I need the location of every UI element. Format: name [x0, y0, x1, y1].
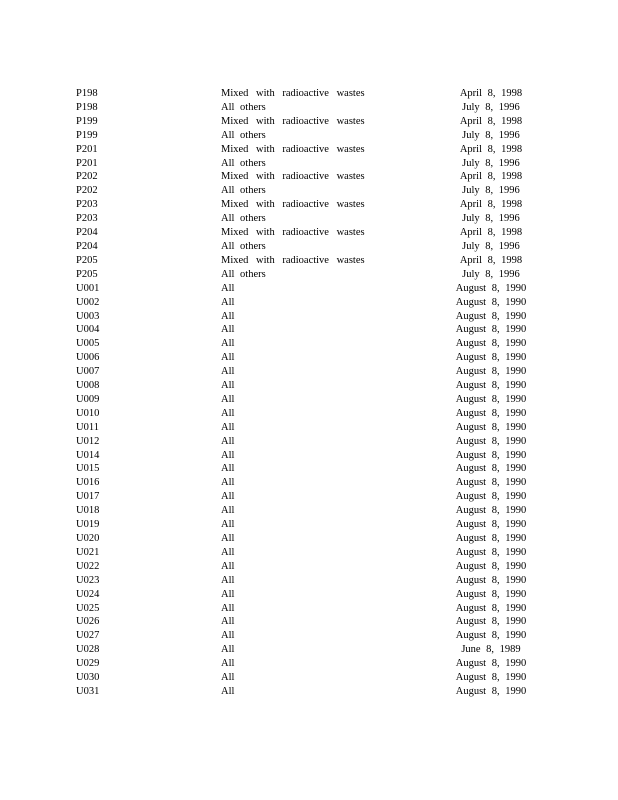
effective-date-cell: July 8, 1996 — [462, 240, 520, 252]
effective-date-cell: April 8, 1998 — [459, 143, 523, 155]
waste-code-cell: U019 — [76, 519, 100, 531]
effective-date-cell: April 8, 1998 — [459, 171, 523, 183]
description-cell: All — [221, 352, 235, 364]
waste-code-cell: U027 — [76, 630, 100, 642]
effective-date-cell: July 8, 1996 — [462, 129, 520, 141]
table-row — [76, 212, 536, 226]
table-row — [76, 296, 536, 310]
table-row — [76, 490, 536, 504]
waste-code-cell: U031 — [76, 685, 100, 697]
description-cell: All — [221, 324, 235, 336]
description-cell: All — [221, 588, 235, 600]
table-row — [76, 574, 536, 588]
effective-date-cell: August 8, 1990 — [455, 560, 527, 572]
description-cell: All others — [221, 101, 266, 113]
effective-date-cell: August 8, 1990 — [455, 435, 527, 447]
table-row — [76, 337, 536, 351]
waste-code-cell: P202 — [76, 185, 98, 197]
waste-code-cell: P205 — [76, 254, 98, 266]
description-cell: All — [221, 533, 235, 544]
effective-date-cell: August 8, 1990 — [455, 477, 527, 489]
waste-code-cell: P203 — [76, 199, 98, 211]
waste-code-cell: P201 — [76, 157, 98, 169]
waste-code-cell: U016 — [76, 477, 100, 489]
description-cell: All — [221, 310, 235, 322]
description-cell: All — [221, 449, 235, 461]
effective-date-cell: August 8, 1990 — [455, 533, 527, 544]
effective-date-cell: August 8, 1990 — [455, 324, 527, 336]
description-cell: All — [221, 672, 235, 684]
table-row — [76, 157, 536, 171]
table-row — [76, 282, 536, 296]
waste-code-cell: U017 — [76, 491, 100, 503]
waste-code-cell: U024 — [76, 588, 100, 600]
description-cell: All others — [221, 268, 266, 280]
table-row — [76, 198, 536, 212]
table-row — [76, 184, 536, 198]
table-row — [76, 615, 536, 629]
description-cell: Mixed with radioactive wastes — [221, 115, 365, 127]
table-row — [76, 532, 536, 546]
table-row — [76, 643, 536, 657]
description-cell: All — [221, 380, 235, 392]
description-cell: All others — [221, 129, 266, 141]
table-row — [76, 560, 536, 574]
waste-code-cell: U028 — [76, 644, 100, 656]
table-row — [76, 685, 536, 699]
table-row — [76, 115, 536, 129]
description-cell: Mixed with radioactive wastes — [221, 199, 365, 211]
waste-code-cell: U021 — [76, 546, 100, 558]
effective-date-cell: April 8, 1998 — [459, 115, 523, 127]
table-row — [76, 407, 536, 421]
effective-date-cell: August 8, 1990 — [455, 574, 527, 586]
waste-code-cell: P201 — [76, 143, 98, 155]
description-cell: All — [221, 463, 235, 475]
description-cell: All — [221, 630, 235, 642]
table-row — [76, 323, 536, 337]
effective-date-cell: April 8, 1998 — [459, 88, 523, 99]
description-cell: All — [221, 491, 235, 503]
waste-code-cell: U015 — [76, 463, 100, 475]
waste-code-cell: U010 — [76, 407, 100, 419]
description-cell: All — [221, 296, 235, 308]
waste-code-cell: U001 — [76, 282, 100, 294]
effective-date-cell: July 8, 1996 — [462, 185, 520, 197]
description-cell: Mixed with radioactive wastes — [221, 254, 365, 266]
waste-code-cell: U002 — [76, 296, 100, 308]
description-cell: All — [221, 366, 235, 378]
description-cell: All — [221, 505, 235, 517]
waste-code-cell: P205 — [76, 268, 98, 280]
effective-date-cell: August 8, 1990 — [455, 546, 527, 558]
effective-date-cell: August 8, 1990 — [455, 282, 527, 294]
table-row — [76, 393, 536, 407]
effective-date-cell: August 8, 1990 — [455, 616, 527, 628]
effective-date-cell: August 8, 1990 — [455, 310, 527, 322]
waste-code-cell: U012 — [76, 435, 100, 447]
effective-date-cell: June 8, 1989 — [461, 644, 521, 656]
waste-code-cell: P203 — [76, 213, 98, 225]
description-cell: All — [221, 574, 235, 586]
table-row — [76, 129, 536, 143]
effective-date-cell: August 8, 1990 — [455, 658, 527, 670]
effective-date-cell: April 8, 1998 — [459, 254, 523, 266]
table-row — [76, 546, 536, 560]
table-row — [76, 101, 536, 115]
description-cell: All — [221, 393, 235, 405]
effective-date-cell: August 8, 1990 — [455, 380, 527, 392]
waste-code-cell: U018 — [76, 505, 100, 517]
waste-code-cell: U011 — [76, 421, 99, 433]
effective-date-cell: August 8, 1990 — [455, 352, 527, 364]
effective-date-cell: August 8, 1990 — [455, 463, 527, 475]
effective-date-cell: August 8, 1990 — [455, 338, 527, 350]
table-row — [76, 421, 536, 435]
waste-code-cell: U003 — [76, 310, 100, 322]
description-cell: All — [221, 685, 235, 697]
table-row — [76, 143, 536, 157]
description-cell: All others — [221, 213, 266, 225]
table-row — [76, 602, 536, 616]
table-row — [76, 310, 536, 324]
table-row — [76, 226, 536, 240]
waste-code-date-table — [76, 87, 536, 699]
waste-code-cell: U009 — [76, 393, 100, 405]
waste-code-cell: U022 — [76, 560, 100, 572]
effective-date-cell: July 8, 1996 — [462, 101, 520, 113]
waste-code-cell: P204 — [76, 240, 98, 252]
waste-code-cell: U008 — [76, 380, 100, 392]
description-cell: All others — [221, 240, 266, 252]
table-row — [76, 657, 536, 671]
table-row — [76, 365, 536, 379]
waste-code-cell: U006 — [76, 352, 100, 364]
waste-code-cell: U023 — [76, 574, 100, 586]
description-cell: All others — [221, 185, 266, 197]
description-cell: All — [221, 338, 235, 350]
waste-code-cell: U029 — [76, 658, 100, 670]
table-row — [76, 449, 536, 463]
description-cell: Mixed with radioactive wastes — [221, 143, 365, 155]
description-cell: All — [221, 644, 235, 656]
waste-code-cell: U014 — [76, 449, 100, 461]
table-row — [76, 504, 536, 518]
effective-date-cell: August 8, 1990 — [455, 449, 527, 461]
table-row — [76, 462, 536, 476]
table-row — [76, 518, 536, 532]
waste-code-cell: P204 — [76, 227, 98, 239]
effective-date-cell: July 8, 1996 — [462, 157, 520, 169]
effective-date-cell: August 8, 1990 — [455, 630, 527, 642]
description-cell: Mixed with radioactive wastes — [221, 171, 365, 183]
table-row — [76, 268, 536, 282]
effective-date-cell: July 8, 1996 — [462, 268, 520, 280]
effective-date-cell: August 8, 1990 — [455, 366, 527, 378]
description-cell: Mixed with radioactive wastes — [221, 227, 365, 239]
description-cell: All — [221, 602, 235, 614]
table-row — [76, 379, 536, 393]
table-row — [76, 254, 536, 268]
waste-code-cell: U005 — [76, 338, 100, 350]
description-cell: All others — [221, 157, 266, 169]
waste-code-cell: P198 — [76, 101, 98, 113]
table-row — [76, 671, 536, 685]
description-cell: All — [221, 421, 235, 433]
description-cell: All — [221, 519, 235, 531]
table-row — [76, 435, 536, 449]
effective-date-cell: August 8, 1990 — [455, 421, 527, 433]
table-row — [76, 240, 536, 254]
effective-date-cell: April 8, 1998 — [459, 227, 523, 239]
waste-code-cell: U004 — [76, 324, 100, 336]
description-cell: All — [221, 435, 235, 447]
waste-code-cell: U007 — [76, 366, 100, 378]
effective-date-cell: July 8, 1996 — [462, 213, 520, 225]
description-cell: All — [221, 616, 235, 628]
effective-date-cell: August 8, 1990 — [455, 407, 527, 419]
waste-code-cell: P199 — [76, 115, 98, 127]
waste-code-cell: U030 — [76, 672, 100, 684]
table-row — [76, 629, 536, 643]
table-row — [76, 588, 536, 602]
effective-date-cell: August 8, 1990 — [455, 602, 527, 614]
description-cell: All — [221, 546, 235, 558]
waste-code-cell: P202 — [76, 171, 98, 183]
effective-date-cell: August 8, 1990 — [455, 685, 527, 697]
effective-date-cell: August 8, 1990 — [455, 296, 527, 308]
waste-code-cell: P199 — [76, 129, 98, 141]
waste-code-cell: P198 — [76, 88, 98, 99]
table-row — [76, 351, 536, 365]
effective-date-cell: August 8, 1990 — [455, 588, 527, 600]
description-cell: All — [221, 560, 235, 572]
description-cell: All — [221, 658, 235, 670]
waste-code-cell: U026 — [76, 616, 100, 628]
effective-date-cell: April 8, 1998 — [459, 199, 523, 211]
description-cell: All — [221, 477, 235, 489]
description-cell: All — [221, 407, 235, 419]
table-row — [76, 87, 536, 101]
waste-code-cell: U020 — [76, 533, 100, 544]
effective-date-cell: August 8, 1990 — [455, 491, 527, 503]
description-cell: Mixed with radioactive wastes — [221, 88, 365, 99]
table-row — [76, 476, 536, 490]
waste-code-cell: U025 — [76, 602, 100, 614]
effective-date-cell: August 8, 1990 — [455, 393, 527, 405]
effective-date-cell: August 8, 1990 — [455, 505, 527, 517]
effective-date-cell: August 8, 1990 — [455, 519, 527, 531]
effective-date-cell: August 8, 1990 — [455, 672, 527, 684]
description-cell: All — [221, 282, 235, 294]
table-row — [76, 170, 536, 184]
